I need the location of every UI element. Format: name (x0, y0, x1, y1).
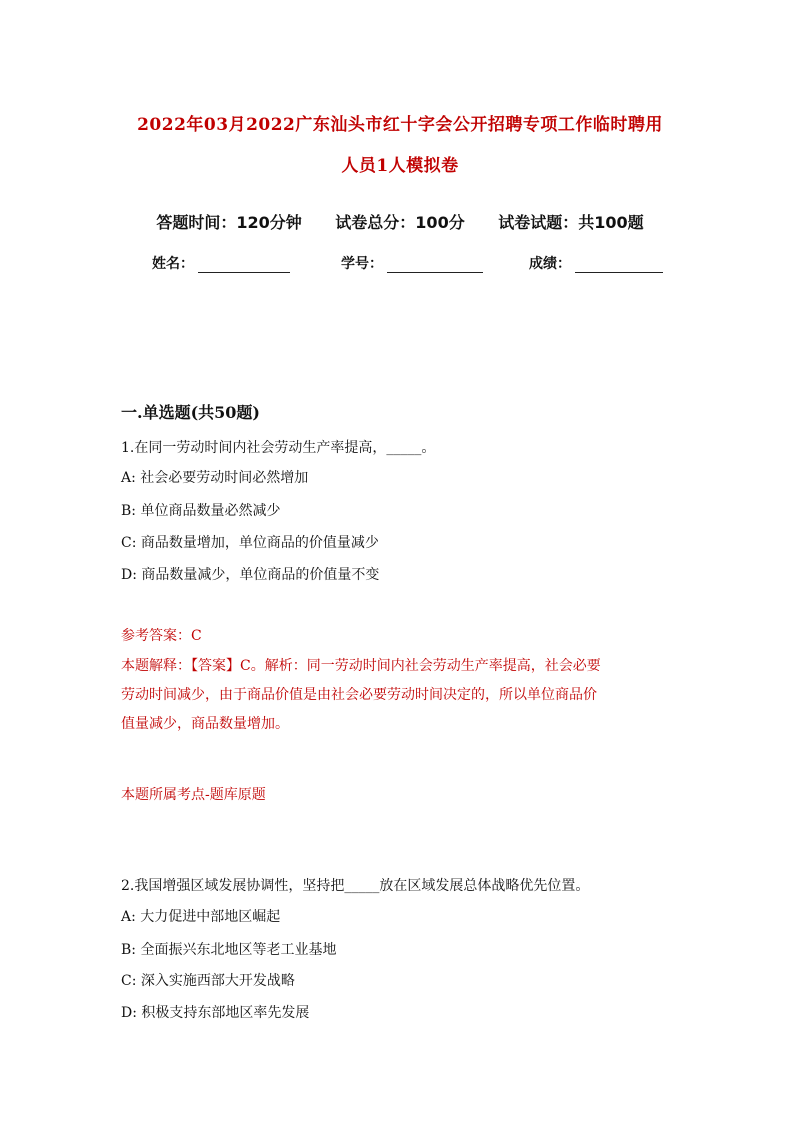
section-title: 一.单选题(共50题) (121, 403, 260, 422)
page-title-line2: 人员1人模拟卷 (341, 156, 459, 176)
exam-question-count: 试卷试题：共100题 (498, 213, 644, 232)
question-1-option-a: A: 社会必要劳动时间必然增加 (121, 470, 309, 486)
question-1-option-c: C: 商品数量增加，单位商品的价值量减少 (121, 535, 379, 551)
score-field (529, 253, 663, 273)
question-2-option-b: B: 全面振兴东北地区等老工业基地 (121, 942, 337, 958)
name-label: 姓名： (152, 256, 194, 272)
explanation-line-3: 值量减少，商品数量增加。 (121, 716, 289, 732)
page-title-line1: 2022年03月2022广东汕头市红十字会公开招聘专项工作临时聘用 (137, 115, 663, 135)
exam-total-score: 试卷总分：100分 (335, 213, 465, 232)
name-blank[interactable] (198, 256, 290, 273)
question-1-option-d: D: 商品数量减少，单位商品的价值量不变 (121, 567, 380, 583)
explanation-line-1: 本题解释：【答案】C。解析：同一劳动时间内社会劳动生产率提高，社会必要 (121, 658, 601, 674)
question-2-option-d: D: 积极支持东部地区率先发展 (121, 1005, 310, 1021)
id-field (341, 253, 483, 273)
question-1-stem: 1.在同一劳动时间内社会劳动生产率提高，_____。 (121, 440, 436, 456)
score-label: 成绩： (529, 256, 571, 272)
name-field (152, 253, 290, 273)
question-1-source: 本题所属考点-题库原题 (121, 787, 266, 803)
question-1-explanation (121, 652, 681, 739)
question-1-answer: 参考答案：C (121, 628, 202, 644)
question-2-option-c: C: 深入实施西部大开发战略 (121, 973, 295, 989)
question-1-option-b: B: 单位商品数量必然减少 (121, 503, 281, 519)
explanation-line-2: 劳动时间减少，由于商品价值是由社会必要劳动时间决定的，所以单位商品价 (121, 687, 597, 703)
exam-time: 答题时间：120分钟 (156, 213, 302, 232)
question-2-stem: 2.我国增强区域发展协调性，坚持把_____放在区域发展总体战略优先位置。 (121, 878, 590, 894)
id-blank[interactable] (387, 256, 483, 273)
question-2-option-a: A: 大力促进中部地区崛起 (121, 909, 281, 925)
id-label: 学号： (341, 256, 383, 272)
score-blank[interactable] (575, 256, 663, 273)
exam-meta (0, 210, 800, 233)
